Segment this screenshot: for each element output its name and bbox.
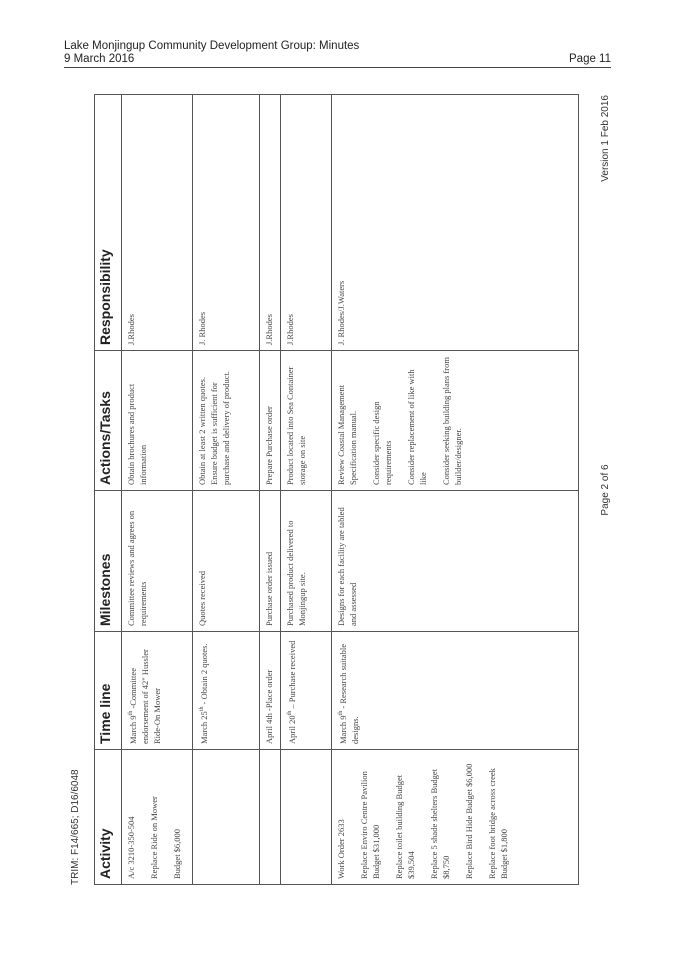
tasks-cell-text: Consider replacement of like with like [406,369,428,485]
table-header-row [95,95,122,885]
tasks-cell [193,351,260,491]
responsibility-cell-text: J. Rhodes [197,311,207,345]
timeline-cell [332,632,579,750]
timeline-cell [122,632,193,750]
milestones-cell-text: Purchase order issued [264,551,274,626]
table-row [332,95,579,885]
timeline-cell [193,632,260,750]
activity-cell-text: Replace Ride on Mower [149,796,159,879]
activity-cell [332,750,579,885]
activity-cell [193,750,260,885]
header-timeline: Time line [95,632,122,750]
milestones-cell [260,491,281,632]
activity-cell-text: Replace foot bridge across creek Budget $1,800 [487,768,509,879]
responsibility-cell [332,95,579,351]
header-tasks: Actions/Tasks [95,351,122,491]
timeline-text: - Obtain 2 quotes. [198,643,209,707]
header-activity: Activity [95,750,122,885]
activity-cell [122,750,193,885]
tasks-cell [122,351,193,491]
activity-cell-text: Replace 5 shade shelters Budget $8,750 [429,769,451,879]
header-responsibility: Responsibility [95,95,122,351]
tasks-cell [332,351,579,491]
header-milestones: Milestones [95,491,122,632]
timeline-cell [281,632,332,750]
responsibility-cell [122,95,193,351]
trim-reference: TRIM: F14/665; D16/6048 [70,769,81,885]
timeline-text: March 25 [198,711,209,744]
timeline-text: March 9 [337,715,348,744]
version-label: Version 1 Feb 2016 [600,95,611,182]
activity-cell-text: Work Order 2633 [336,819,346,879]
milestones-cell-text: Purchased product delivered to Monjingup site. [285,520,307,626]
landscape-sheet [70,75,630,885]
activity-cell-text: Replace toilet building Budget $39,504 [394,774,416,879]
activity-cell-text: A/c 3210-350-504 [126,816,136,879]
table-row [260,95,281,885]
action-plan-table [94,94,579,885]
timeline-text: March 9 [127,715,138,744]
responsibility-cell-text: J.Rhodes [264,314,274,345]
milestones-cell-text: Quotes received [197,571,207,626]
milestones-cell [332,491,579,632]
timeline-ordinal: th [128,710,134,716]
milestones-cell [281,491,332,632]
tasks-cell-text: Obtain at least 2 written quotes. Ensure budget is sufficient for purchase and delivery of product. [197,371,231,485]
milestones-cell [193,491,260,632]
responsibility-cell-text: J.Rhodes [126,314,136,345]
timeline-ordinal: th [287,710,293,716]
timeline-text: April 20 [286,715,297,744]
tasks-cell-text: Review Coastal Management Specification manual. [336,384,358,485]
tasks-cell [260,351,281,491]
timeline-text: -Committee endorsement of 42" Hussler Ride-On Mower [127,649,162,744]
table-row [193,95,260,885]
meeting-date: 9 March 2016 [64,53,135,65]
activity-cell-text: Replace Bird Hide Budget $6,000 [464,763,474,879]
timeline-cell [260,632,281,750]
responsibility-cell-text: J.Rhodes [285,314,295,345]
timeline-ordinal: th [199,706,205,712]
tasks-cell-text: Product located into Sea Container storage on site [285,366,307,485]
activity-cell-text: Budget $6,000 [172,828,182,879]
activity-cell [281,750,332,885]
tasks-cell [281,351,332,491]
milestones-cell-text: Designs for each facility are tabled and assessed [336,507,358,626]
organization-title: Lake Monjingup Community Development Group: Minutes [64,40,360,52]
timeline-text: – Purchase received [286,640,297,711]
responsibility-cell [193,95,260,351]
milestones-cell-text: Committee reviews and agrees on requirements [126,510,148,626]
table-row [281,95,332,885]
timeline-text: - Research suitable designs. [337,643,360,744]
page-number: Page 11 [569,53,611,65]
responsibility-cell [281,95,332,351]
tasks-cell-text: Prepare Purchase order [264,406,274,485]
milestones-cell [122,491,193,632]
responsibility-cell-text: J. Rhodes/J.Waters [336,280,346,345]
responsibility-cell [260,95,281,351]
tasks-cell-text: Obtain brochures and product information [126,383,148,485]
sheet-footer [600,95,614,885]
tasks-cell-text: Consider specific design requirements [371,401,393,485]
table-row [122,95,193,885]
activity-cell [260,750,281,885]
activity-cell-text: Replace Enviro Centre Pavilion Budget $31,000 [359,771,381,879]
timeline-text: April 4th -Place order [264,669,274,744]
page-of-count: Page 2 of 6 [600,464,611,516]
tasks-cell-text: Consider seeking building plans from builder/designer. [441,357,463,485]
timeline-ordinal: th [338,710,344,716]
